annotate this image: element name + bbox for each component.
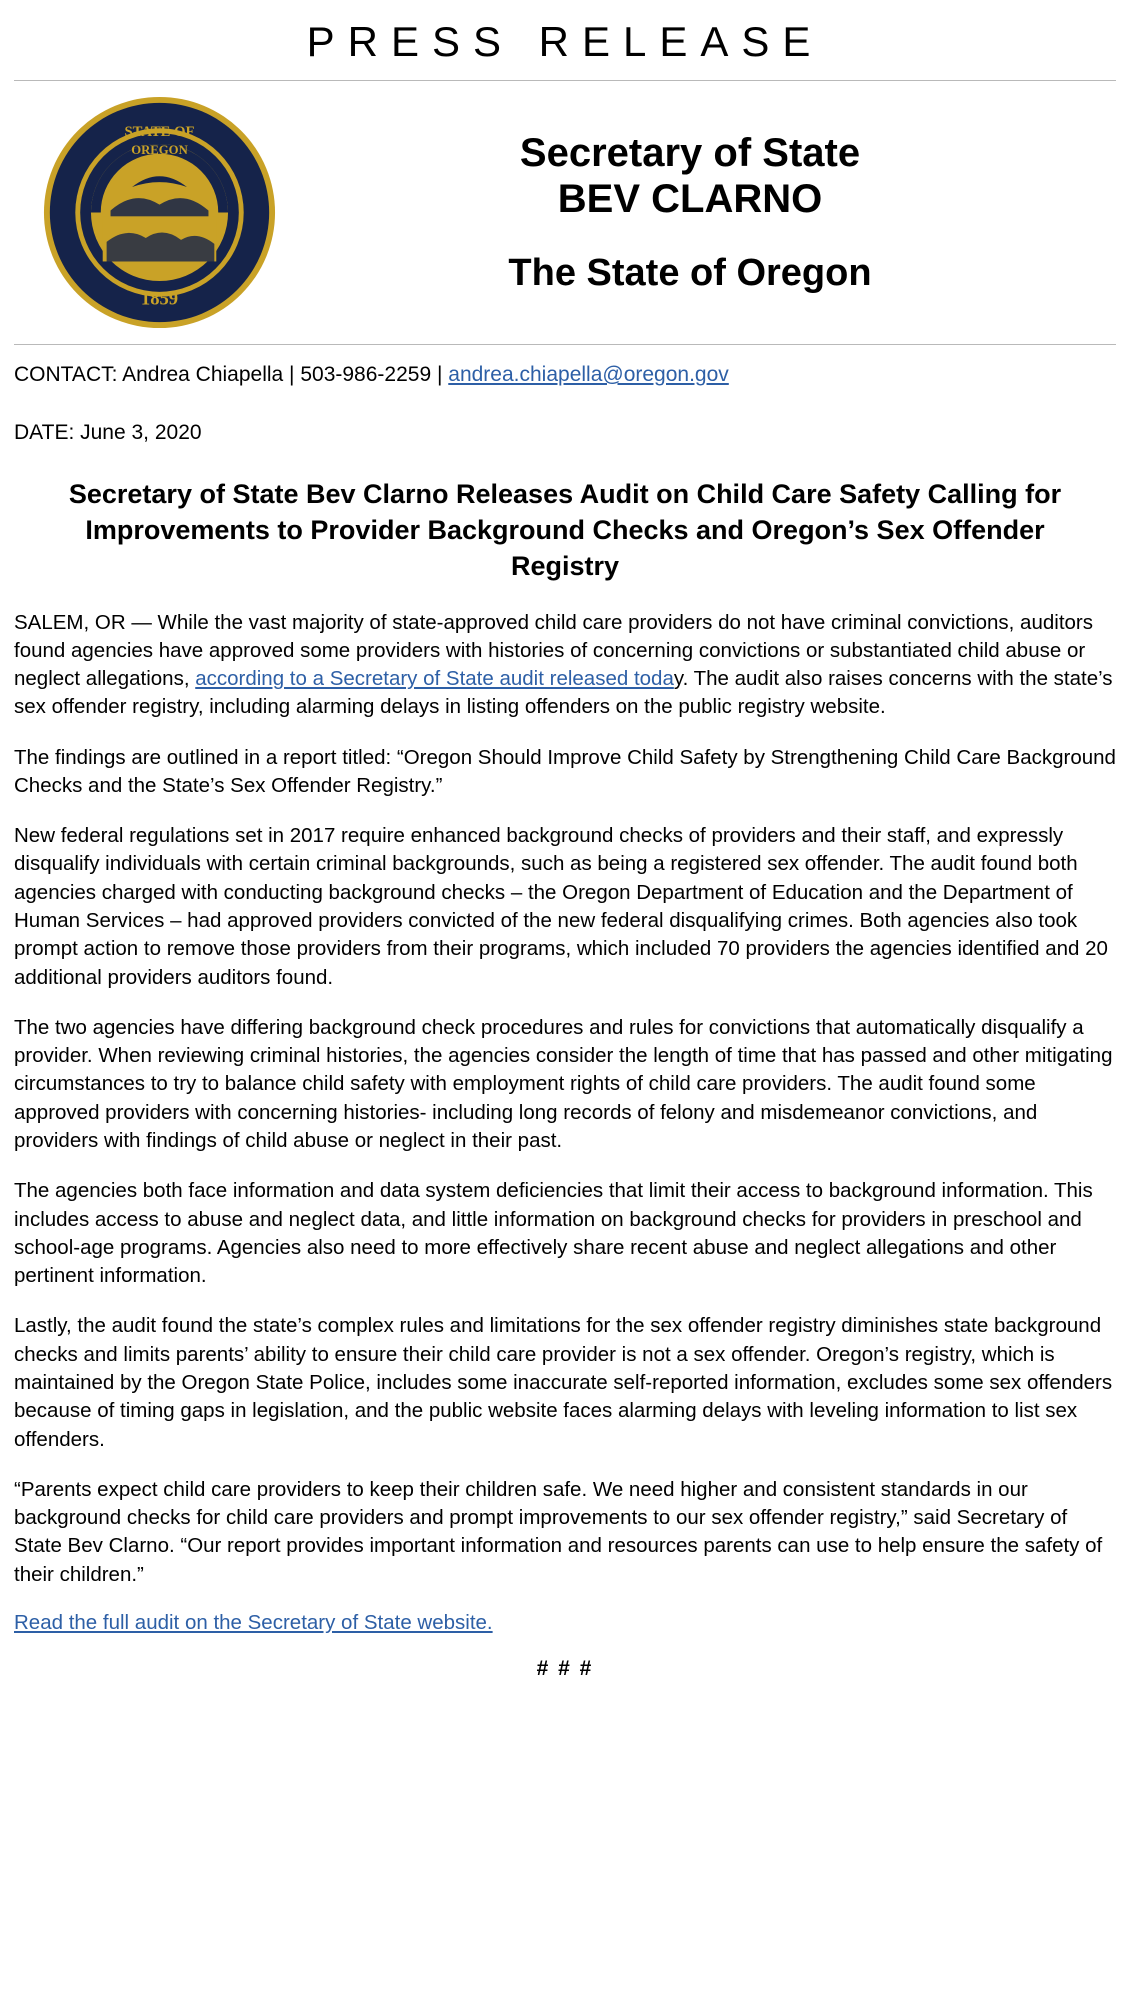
paragraph-4: The two agencies have differing background check procedures and rules for convictions that automatically disqualify a provider. When reviewing criminal histories, the agencies consider the length of time that has passed and other mitigating circumstances to try to balance child safety with employment rights of child care providers. The audit found some approved providers with concerning histories- including long records of felony and misdemeanor convictions, and providers with findings of child abuse or neglect in their past. — [14, 1015, 1113, 1153]
office-heading — [304, 130, 1116, 295]
body-copy — [14, 609, 1116, 1681]
office-line-2: BEV CLARNO — [557, 177, 823, 222]
svg-text:OREGON: OREGON — [130, 142, 188, 157]
seal-container — [14, 95, 304, 330]
contact-email-link[interactable]: andrea.chiapella@oregon.gov — [448, 363, 729, 386]
masthead — [14, 81, 1116, 344]
office-line-1: Secretary of State — [519, 131, 861, 176]
paragraph-7: “Parents expect child care providers to keep their children safe. We need higher and consistent standards in our background checks for child care providers and prompt improvements to our sex offender registry,” said Secretary of State Bev Clarno. “Our report provides important information and resources parents can use to help ensure the safety of their children.” — [14, 1477, 1103, 1586]
paragraph-6: Lastly, the audit found the state’s complex rules and limitations for the sex offender registry diminishes state background checks and limits parents’ ability to ensure their child care provider is not a sex offender. Oregon’s registry, which is maintained by the Oregon State Police, includes some inaccurate self-reported information, excludes some sex offenders because of timing gaps in legislation, and the public website faces alarming delays with leveling information to list sex offenders. — [14, 1314, 1113, 1451]
contact-block — [14, 345, 1116, 448]
state-seal-icon — [42, 95, 277, 330]
paragraph-3: New federal regulations set in 2017 require enhanced background checks of providers and their staff, and expressly disqualify individuals with certain criminal backgrounds, such as being a registered sex offender. The audit found both agencies charged with conducting background checks – the Oregon Department of Education and the Department of Human Services – had approved providers convicted of the new federal disqualifying crimes. Both agencies also took prompt action to remove those providers from their programs, which included 70 providers the agencies identified and 20 additional providers auditors found. — [14, 824, 1108, 989]
contact-row — [14, 359, 1116, 391]
svg-text:STATE OF: STATE OF — [124, 124, 194, 141]
audit-release-link[interactable]: according to a Secretary of State audit released toda — [195, 667, 674, 691]
paragraph-1 — [14, 609, 1116, 722]
end-marker: # # # — [536, 1656, 594, 1680]
paragraph-1-part-2: y. The audit also raises concerns with the state’s sex offender registry, including alarming delays in listing offenders on the public registry website. — [14, 667, 1113, 719]
paragraph-1-part-1: SALEM, OR — While the vast majority of state-approved child care providers do not have criminal convictions, auditors found agencies have approved some providers with histories of concerning convictions or substantiated child abuse or neglect allegations, — [14, 610, 1093, 691]
page-title: PRESS RELEASE — [306, 18, 824, 65]
date-row: DATE: June 3, 2020 — [14, 420, 202, 444]
paragraph-5: The agencies both face information and data system deficiencies that limit their access to background information. This includes access to abuse and neglect data, and little information on background checks for providers in preschool and school-age programs. Agencies also need to more effectively share recent abuse and neglect allegations and other pertinent information. — [14, 1179, 1093, 1288]
paragraph-2: The findings are outlined in a report titled: “Oregon Should Improve Child Safety by Strengthening Child Care Background Checks and the State’s Sex Offender Registry.” — [14, 745, 1116, 797]
office-line-3: The State of Oregon — [508, 251, 872, 294]
svg-text:1859: 1859 — [140, 288, 178, 310]
full-audit-link[interactable]: Read the full audit on the Secretary of State website. — [14, 1610, 493, 1634]
contact-label: CONTACT: Andrea Chiapella | 503-986-2259 | — [14, 363, 449, 386]
full-audit-link-row — [14, 1611, 1116, 1635]
headline: Secretary of State Bev Clarno Releases Audit on Child Care Safety Calling for Improvements to Provider Background Checks and Oregon’s Sex Offender Registry — [68, 479, 1062, 582]
